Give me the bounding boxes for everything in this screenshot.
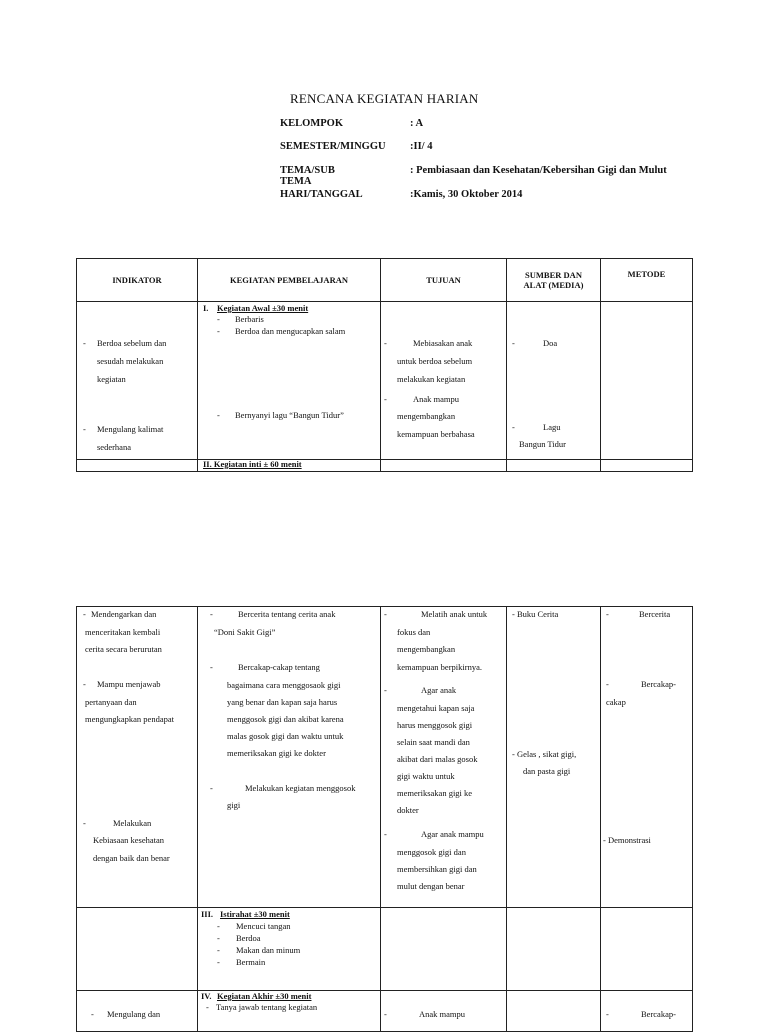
info-value: : A (410, 118, 424, 129)
bullet: - (384, 685, 387, 695)
text-line: memeriksakan gigi ke (397, 788, 473, 798)
bullet: - (606, 609, 609, 619)
text-line: pertanyaan dan (85, 697, 137, 707)
text-line: untuk berdoa sebelum (397, 356, 473, 366)
info-value: : Pembiasaan dan Kesehatan/Kebersihan Gigi dan Mulut (410, 165, 667, 176)
text-line: malas gosok gigi dan waktu untuk (227, 731, 344, 741)
bullet: - (384, 609, 387, 619)
text-line: memeriksakan gigi ke dokter (227, 748, 326, 758)
text-line: dan pasta gigi (523, 766, 571, 776)
text-line: melakukan kegiatan (397, 374, 466, 384)
cell-sumber (507, 460, 601, 472)
cell-kegiatan (198, 460, 381, 472)
bullet: - (83, 424, 86, 434)
bullet: - (217, 921, 220, 931)
table-row (77, 908, 693, 991)
info-label: KELOMPOK (280, 118, 343, 129)
text-line: gigi waktu untuk (397, 771, 455, 781)
header-indikator: INDIKATOR (77, 259, 198, 302)
text-line: Melakukan kegiatan menggosok (245, 783, 356, 793)
header-sumber-line1: SUMBER DAN (525, 270, 582, 280)
text-line: sederhana (97, 442, 131, 452)
text-line: fokus dan (397, 627, 431, 637)
text-line: Doa (543, 338, 558, 348)
text-line: Bernyanyi lagu “Bangun Tidur” (235, 410, 344, 420)
text-line: Berdoa dan mengucapkan salam (235, 326, 346, 336)
text-line: bagaimana cara menggosaok gigi (227, 680, 341, 690)
bullet: - (91, 1009, 94, 1019)
info-value: :II/ 4 (410, 141, 433, 152)
text-line: - Buku Cerita (512, 609, 559, 619)
plan-table-1 (76, 258, 693, 472)
text-line: Tanya jawab tentang kegiatan (216, 1002, 318, 1012)
section-heading: II. Kegiatan inti ± 60 menit (203, 459, 302, 469)
section-number: III. (201, 909, 214, 919)
text-line: dokter (397, 805, 419, 815)
text-line: “Doni Sakit Gigi” (214, 627, 276, 637)
section-heading: Istirahat ±30 menit (220, 909, 290, 919)
cell-indikator (77, 991, 198, 1032)
text-line: Kebiasaan kesehatan (93, 835, 165, 845)
bullet: - (384, 338, 387, 348)
text-line: Mengulang kalimat (97, 424, 164, 434)
text-line: Berbaris (235, 314, 264, 324)
document-title: RENCANA KEGIATAN HARIAN (290, 91, 479, 106)
cell-sumber (507, 908, 601, 991)
text-line: Mampu menjawab (97, 679, 161, 689)
cell-metode (601, 302, 693, 460)
cell-indikator (77, 302, 198, 460)
bullet: - (512, 422, 515, 432)
text-line: mengembangkan (397, 411, 456, 421)
cell-tujuan (381, 302, 507, 460)
cell-tujuan (381, 991, 507, 1032)
section-number: IV. (201, 991, 212, 1001)
bullet: - (384, 829, 387, 839)
text-line: kegiatan (97, 374, 126, 384)
cell-sumber (507, 302, 601, 460)
text-line: mengembangkan (397, 644, 456, 654)
section-number: I. (203, 303, 209, 313)
text-line: harus menggosok gigi (397, 720, 473, 730)
text-line: akibat dari malas gosok (397, 754, 478, 764)
cell-tujuan (381, 908, 507, 991)
bullet: - (83, 679, 86, 689)
text-line: Anak mampu (413, 394, 460, 404)
text-line: sesudah melakukan (97, 356, 164, 366)
text-line: membersihkan gigi dan (397, 864, 477, 874)
cell-sumber (507, 991, 601, 1032)
cell-indikator (77, 607, 198, 908)
text-line: Bermain (236, 957, 266, 967)
text-line: Bercerita (639, 609, 671, 619)
cell-tujuan (381, 460, 507, 472)
text-line: Berdoa (236, 933, 261, 943)
text-line: Mencuci tangan (236, 921, 291, 931)
text-line: dengan baik dan benar (93, 853, 170, 863)
bullet: - (217, 933, 220, 943)
bullet: - (217, 957, 220, 967)
bullet: - (206, 1002, 209, 1012)
text-line: menceritakan kembali (85, 627, 161, 637)
table-row (77, 302, 693, 460)
text-line: Mebiasakan anak (413, 338, 473, 348)
text-line: Makan dan minum (236, 945, 301, 955)
info-label: SEMESTER/MINGGU (280, 141, 386, 152)
text-line: Bercakap- (641, 679, 676, 689)
bullet: - (217, 945, 220, 955)
table-row (77, 607, 693, 908)
bullet: - (512, 338, 515, 348)
bullet: - (83, 609, 86, 619)
cell-indikator (77, 908, 198, 991)
text-line: menggosok gigi dan (397, 847, 466, 857)
text-line: Berdoa sebelum dan (97, 338, 167, 348)
text-line: selain saat mandi dan (397, 737, 470, 747)
text-line: mengungkapkan pendapat (85, 714, 174, 724)
header-tujuan: TUJUAN (381, 259, 507, 302)
text-line: Lagu (543, 422, 561, 432)
header-sumber-line2: ALAT (MEDIA) (523, 280, 584, 290)
bullet: - (217, 410, 220, 420)
bullet: - (606, 679, 609, 689)
info-value: :Kamis, 30 Oktober 2014 (410, 189, 523, 200)
plan-table-2 (76, 606, 693, 1032)
bullet: - (606, 1009, 609, 1019)
bullet: - (384, 394, 387, 404)
bullet: - (83, 338, 86, 348)
cell-kegiatan (198, 302, 381, 460)
cell-kegiatan (198, 991, 381, 1032)
table-row (77, 991, 693, 1032)
text-line: mengetahui kapan saja (397, 703, 475, 713)
section-heading: Kegiatan Awal ±30 menit (217, 303, 309, 313)
text-line: Agar anak mampu (421, 829, 484, 839)
header-metode: METODE (601, 259, 693, 302)
cell-metode (601, 607, 693, 908)
header-sumber (507, 259, 601, 302)
text-line: cakap (606, 697, 626, 707)
bullet: - (210, 662, 213, 672)
text-line: menggosok gigi dan akibat karena (227, 714, 344, 724)
bullet: - (384, 1009, 387, 1019)
cell-metode (601, 908, 693, 991)
text-line: Bercerita tentang cerita anak (238, 609, 336, 619)
text-line: Melatih anak untuk (421, 609, 488, 619)
cell-tujuan (381, 607, 507, 908)
text-line: mulut dengan benar (397, 881, 465, 891)
cell-kegiatan (198, 607, 381, 908)
info-label: HARI/TANGGAL (280, 189, 363, 200)
text-line: Bercakap-cakap tentang (238, 662, 320, 672)
bullet: - (210, 783, 213, 793)
text-line: Agar anak (421, 685, 457, 695)
section-heading: Kegiatan Akhir ±30 menit (217, 991, 312, 1001)
text-line: cerita secara berurutan (85, 644, 162, 654)
bullet: - (217, 326, 220, 336)
table-row (77, 460, 693, 472)
text-line: kemampuan berpikirnya. (397, 662, 482, 672)
text-line: kemampuan berbahasa (397, 429, 475, 439)
table-header-row (77, 259, 693, 302)
cell-sumber (507, 607, 601, 908)
header-kegiatan: KEGIATAN PEMBELAJARAN (198, 259, 381, 302)
bullet: - (217, 314, 220, 324)
bullet: - (210, 609, 213, 619)
text-line: Mendengarkan dan (91, 609, 157, 619)
text-line: yang benar dan kapan saja harus (227, 697, 338, 707)
cell-indikator (77, 460, 198, 472)
cell-metode (601, 991, 693, 1032)
text-line: Bercakap- (641, 1009, 676, 1019)
text-line: Anak mampu (419, 1009, 466, 1019)
bullet: - (83, 818, 86, 828)
text-line: - Demonstrasi (603, 835, 651, 845)
cell-metode (601, 460, 693, 472)
cell-kegiatan (198, 908, 381, 991)
text-line: gigi (227, 800, 241, 810)
info-label: TEMA/SUB TEMA (280, 165, 335, 187)
text-line: Mengulang dan (107, 1009, 161, 1019)
text-line: - Gelas , sikat gigi, (512, 749, 577, 759)
text-line: Melakukan (113, 818, 152, 828)
text-line: Bangun Tidur (519, 439, 566, 449)
